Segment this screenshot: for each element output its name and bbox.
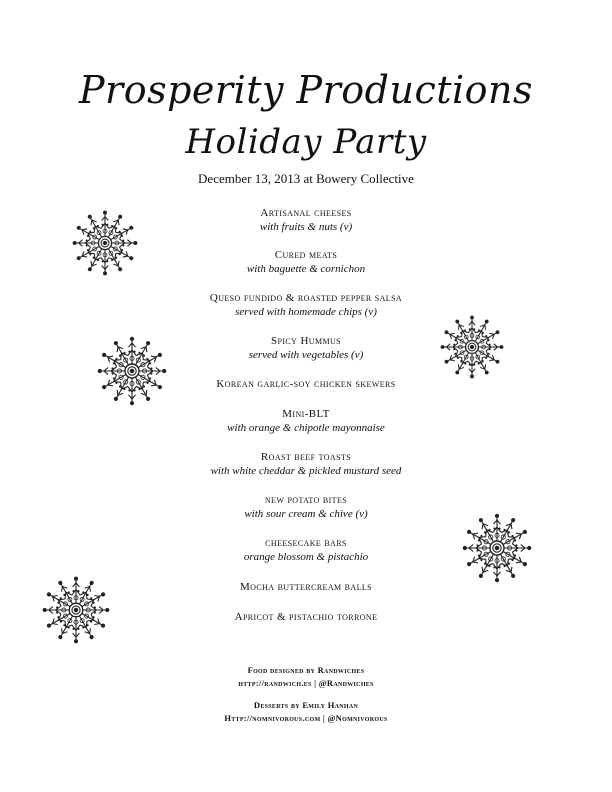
dessert-credit-links: Http://nomnivorous.com | @Nomnivorous bbox=[224, 713, 388, 723]
menu-item-name: cheesecake bars bbox=[265, 537, 347, 549]
snowflake-icon bbox=[72, 210, 138, 276]
menu-item-name: Mini-BLT bbox=[282, 408, 330, 420]
event-title: Holiday Party bbox=[185, 122, 427, 162]
menu-item-name: Mocha buttercream balls bbox=[239, 581, 373, 593]
menu-item-description: with fruits & nuts (v) bbox=[259, 221, 353, 233]
menu-item-name: new potato bites bbox=[264, 494, 348, 506]
menu-item-name: Cured meats bbox=[274, 249, 338, 261]
food-credit bbox=[0, 664, 612, 690]
menu-item-description: served with vegetables (v) bbox=[248, 349, 364, 361]
menu-item-description: orange blossom & pistachio bbox=[243, 551, 369, 563]
menu-item-description: with baguette & cornichon bbox=[246, 263, 366, 275]
snowflake-icon bbox=[42, 576, 110, 644]
menu-item-name: Roast beef toasts bbox=[260, 451, 352, 463]
event-date-venue: December 13, 2013 at Bowery Collective bbox=[198, 171, 414, 186]
menu-item-description: served with homemade chips (v) bbox=[235, 306, 377, 318]
menu-item-description: with sour cream & chive (v) bbox=[244, 508, 368, 520]
menu-item-description: with white cheddar & pickled mustard seed bbox=[210, 465, 402, 477]
food-credit-line: Food designed by Randwiches bbox=[247, 665, 365, 675]
menu-item-name: Queso fundido & roasted pepper salsa bbox=[209, 292, 403, 304]
dessert-credit bbox=[0, 699, 612, 725]
menu-item bbox=[0, 377, 612, 391]
dessert-credit-line: Desserts by Emily Hanhan bbox=[253, 700, 359, 710]
menu-item-description: with orange & chipotle mayonnaise bbox=[227, 422, 385, 434]
menu-item-name: Spicy Hummus bbox=[270, 335, 342, 347]
menu-item-name: Apricot & pistachio torrone bbox=[234, 611, 378, 623]
snowflake-icon bbox=[462, 513, 532, 583]
credits bbox=[0, 664, 612, 734]
menu-item-name: Artisanal cheeses bbox=[260, 207, 352, 219]
menu-item bbox=[0, 334, 612, 362]
snowflake-icon bbox=[440, 315, 504, 379]
food-credit-links: http://randwich.es | @Randwiches bbox=[238, 678, 374, 688]
menu-item bbox=[0, 450, 612, 478]
page-title: Prosperity Productions bbox=[78, 68, 534, 112]
menu-item-name: Korean garlic-soy chicken skewers bbox=[216, 378, 396, 390]
menu-item bbox=[0, 291, 612, 319]
menu-item bbox=[0, 407, 612, 435]
snowflake-icon bbox=[97, 336, 167, 406]
